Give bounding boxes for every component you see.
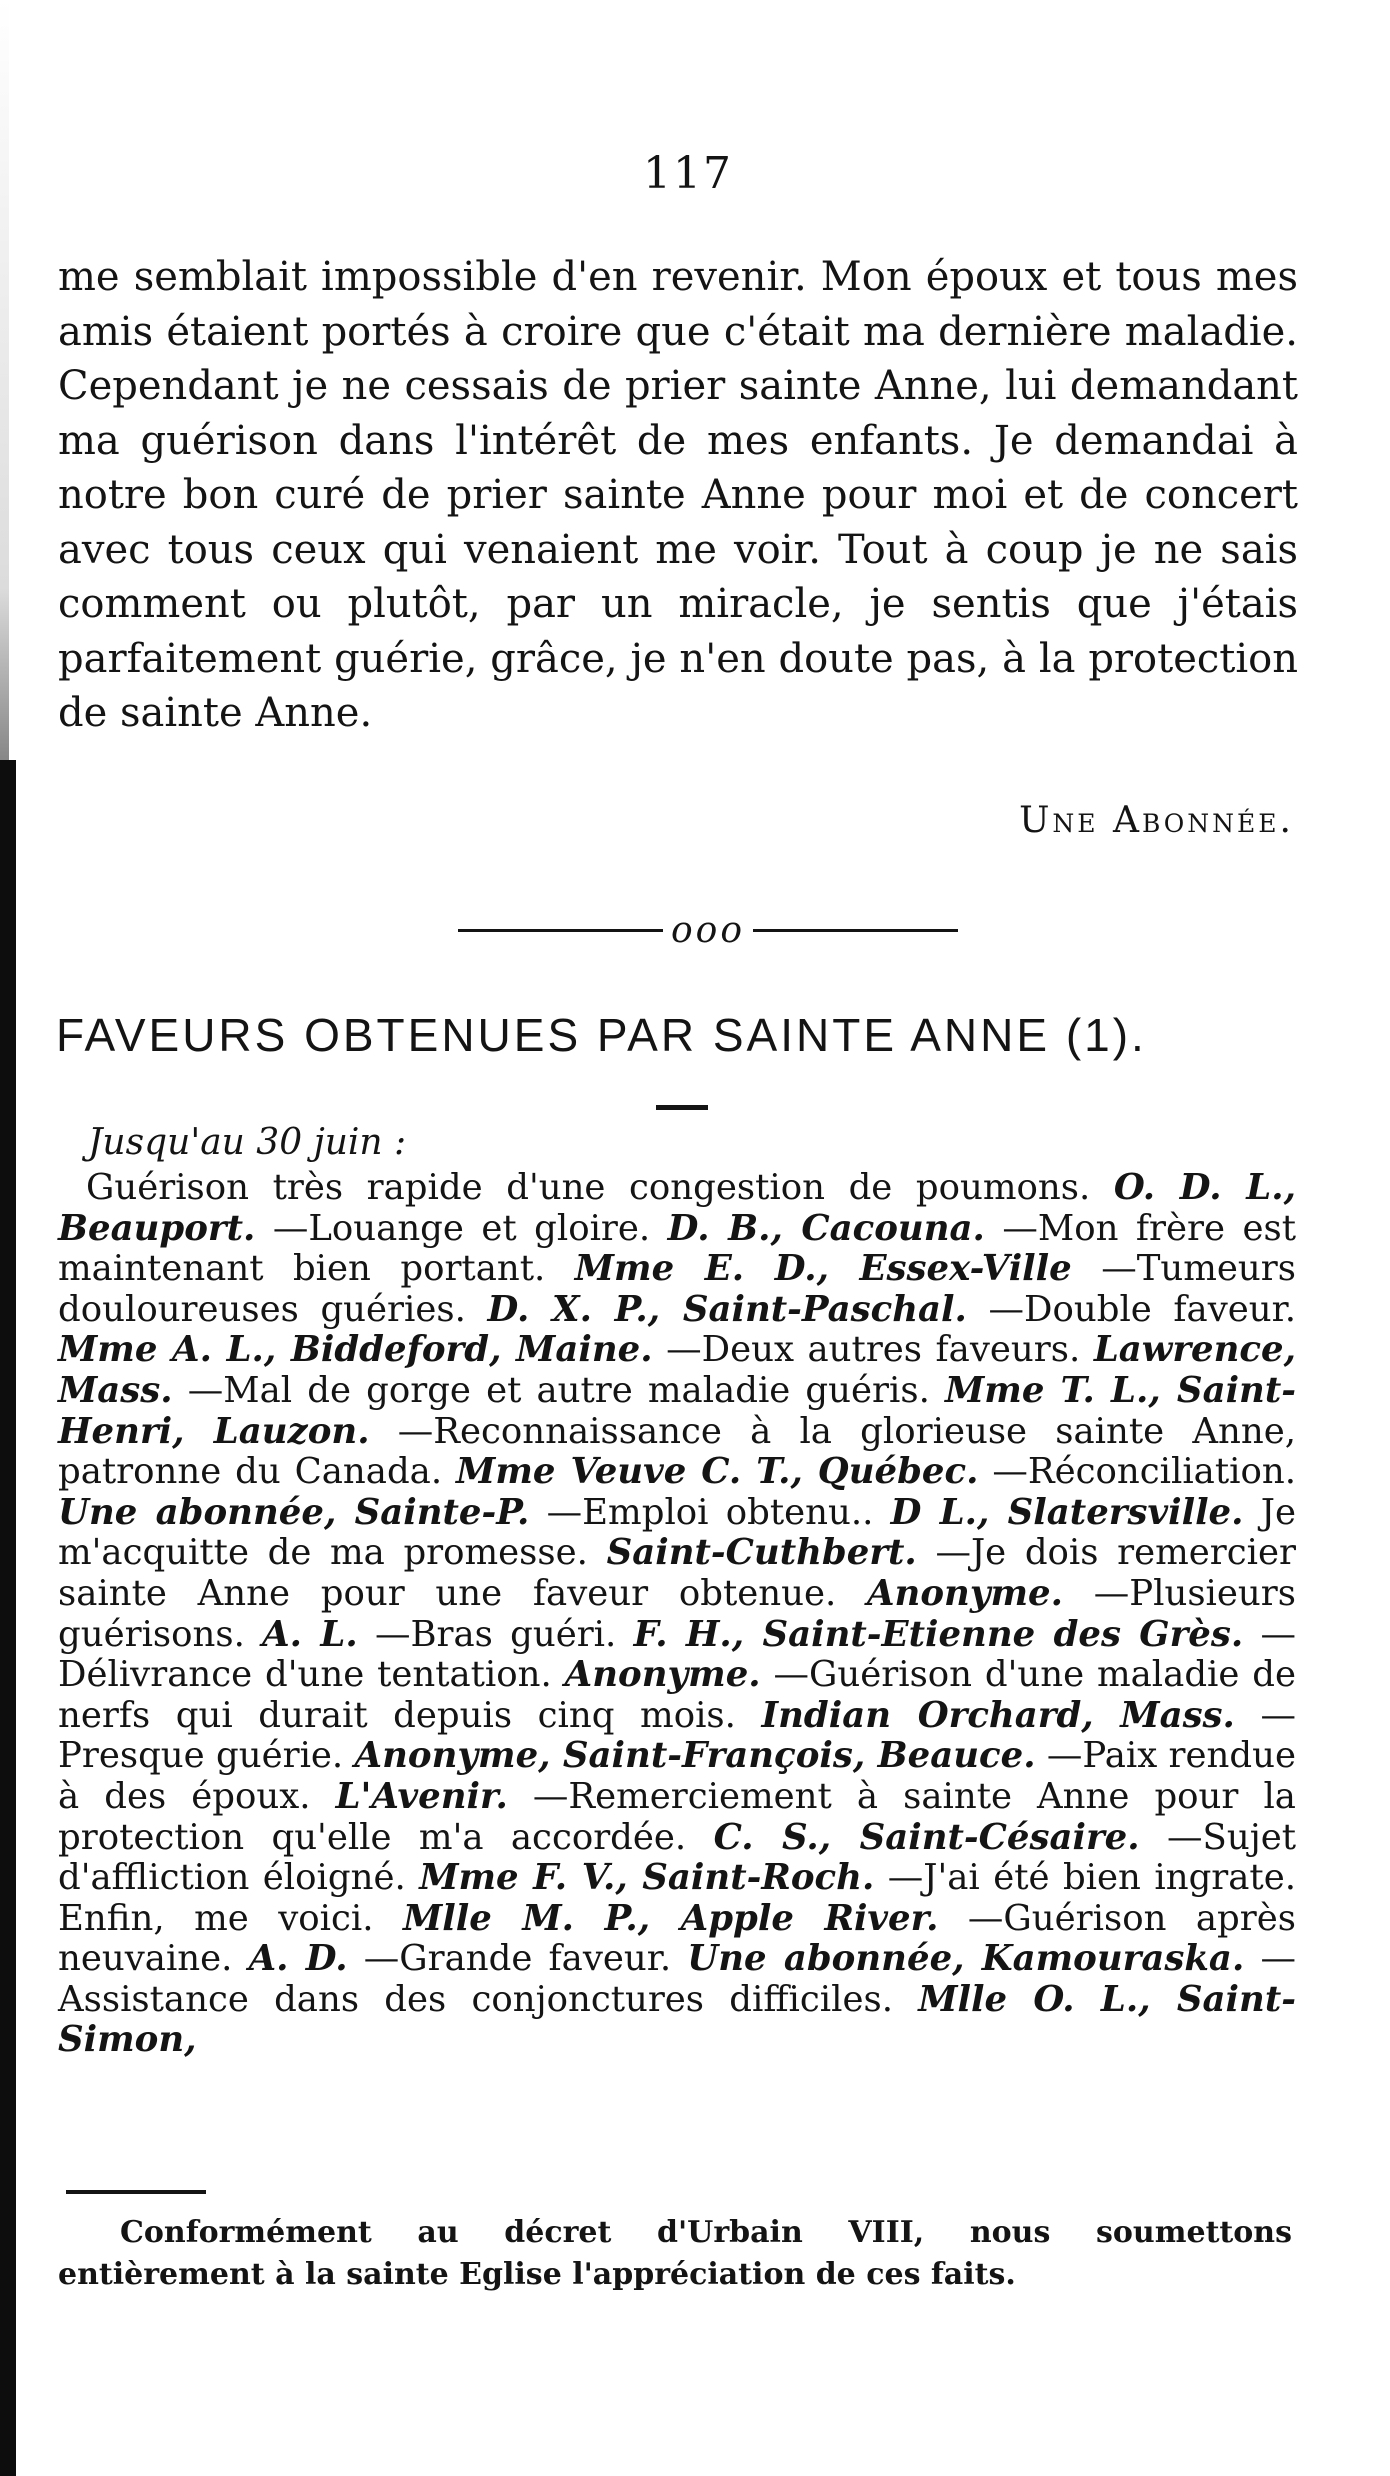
favor-attribution: D. B., Cacouna.: [667, 1207, 985, 1249]
favor-text: —Je dois remercier sainte Anne pour une faveur obtenue.: [58, 1532, 1296, 1614]
testimony-paragraph: [58, 250, 1298, 741]
favor-text: —Remerciement à sainte Anne pour la protection qu'elle m'a accordée.: [58, 1775, 1296, 1858]
favor-attribution: Anonyme.: [867, 1572, 1063, 1614]
favor-attribution: Mme E. D., Essex-Ville: [574, 1248, 1072, 1290]
favor-text: —Emploi obtenu..: [546, 1491, 874, 1533]
favor-text: —Mon frère est maintenant bien portant.: [58, 1207, 1296, 1290]
favor-attribution: A. D.: [248, 1938, 348, 1980]
favor-attribution: D. X. P., Saint-Paschal.: [487, 1288, 967, 1330]
favor-text: —Deux autres faveurs.: [666, 1329, 1081, 1371]
favor-attribution: A. L.: [262, 1613, 358, 1655]
favor-text: —Guérison d'une maladie de nerfs qui durait depuis cinq mois.: [58, 1654, 1296, 1736]
favor-attribution: Mme A. L., Biddeford, Maine.: [58, 1329, 653, 1371]
favor-attribution: Mme Veuve C. T., Québec.: [456, 1451, 979, 1493]
date-line: Jusqu'au 30 juin :: [88, 1122, 407, 1163]
favor-text: —Réconciliation.: [992, 1451, 1296, 1493]
favor-text: —Tumeurs douloureuses guéries.: [58, 1248, 1296, 1330]
favor-text: —J'ai été bien ingrate. Enfin, me voici.: [58, 1857, 1296, 1939]
favor-attribution: Saint-Cuthbert.: [606, 1532, 917, 1574]
favor-attribution: Indian Orchard, Mass.: [761, 1694, 1235, 1736]
favors-list: [58, 1168, 1296, 2061]
favor-attribution: Anonyme, Saint-François, Beauce.: [354, 1735, 1036, 1777]
favor-attribution: Mme T. L., Saint-Henri, Lauzon.: [58, 1369, 1296, 1452]
separator-rule-right: [753, 929, 958, 932]
favor-text: —Double faveur.: [988, 1288, 1296, 1330]
favor-attribution: Lawrence, Mass.: [58, 1329, 1296, 1411]
footnote: Conformément au décret d'Urbain VIII, nous soumettons entièrement à la sainte Eglise l'appréciation de ces faits.: [58, 2215, 1292, 2292]
favor-text: —Louange et gloire.: [272, 1207, 651, 1249]
favor-text: —Plusieurs guérisons.: [58, 1572, 1296, 1655]
favor-text: —Bras guéri.: [374, 1613, 617, 1655]
binding-edge: [0, 760, 16, 2476]
favor-text: —Sujet d'affliction éloigné.: [58, 1816, 1296, 1899]
favor-text: —Reconnaissance à la glorieuse sainte Anne, patronne du Canada.: [58, 1410, 1296, 1493]
favor-text: —Mal de gorge et autre maladie guéris.: [187, 1369, 930, 1411]
page-number: 117: [643, 148, 733, 199]
favor-text: Guérison très rapide d'une congestion de poumons.: [86, 1167, 1091, 1208]
signature: Une Abonnée.: [1019, 800, 1294, 841]
separator-mark: ooo: [670, 910, 746, 951]
favor-attribution: Mlle M. P., Apple River.: [402, 1897, 939, 1939]
favor-attribution: Anonyme.: [564, 1654, 761, 1696]
favor-text: —Presque guérie.: [58, 1694, 1296, 1777]
favor-attribution: D L., Slatersville.: [890, 1491, 1244, 1533]
favor-attribution: L'Avenir.: [335, 1775, 508, 1817]
favor-text: Je m'acquitte de ma promesse.: [58, 1491, 1296, 1574]
testimony-text: me semblait impossible d'en revenir. Mon époux et tous mes amis étaient portés à croire que c'était ma dernière maladie. Cependant je ne cessais de prier sainte Anne, lui demandant ma guérison dans l'intérêt de mes enfants. Je demandai à notre bon curé de prier sainte Anne pour moi et de concert avec tous ceux qui venaient me voir. Tout à coup je ne sais comment ou plutôt, par un miracle, je sentis que j'étais parfaitement guérie, grâce, je n'en doute pas, à la protection de sainte Anne.: [58, 254, 1298, 736]
favor-text: —Grande faveur.: [363, 1938, 672, 1980]
favor-attribution: Mme F. V., Saint-Roch.: [419, 1857, 875, 1899]
favor-attribution: F. H., Saint-Etienne des Grès.: [633, 1613, 1244, 1655]
favor-attribution: O. D. L., Beauport.: [58, 1167, 1296, 1249]
favor-text: —Guérison après neuvaine.: [58, 1897, 1296, 1980]
favors-paragraph: [58, 1168, 1296, 2061]
favor-attribution: Une abonnée, Kamouraska.: [687, 1938, 1245, 1980]
heading-rule: [656, 1105, 708, 1110]
footnote-rule: [66, 2190, 206, 2194]
separator-rule-left: [458, 929, 663, 932]
section-heading: FAVEURS OBTENUES PAR SAINTE ANNE (1).: [56, 1009, 1147, 1061]
favor-attribution: C. S., Saint-Césaire.: [713, 1816, 1140, 1858]
favor-attribution: Une abonnée, Sainte-P.: [58, 1491, 530, 1533]
favor-attribution: Mlle O. L., Saint-Simon,: [58, 1978, 1296, 2061]
favor-text: —Paix rendue à des époux.: [58, 1735, 1296, 1817]
section-separator: [458, 910, 958, 951]
favor-text: —Assistance dans des conjonctures difficiles.: [58, 1938, 1296, 2020]
favor-text: —Délivrance d'une tentation.: [58, 1613, 1296, 1696]
